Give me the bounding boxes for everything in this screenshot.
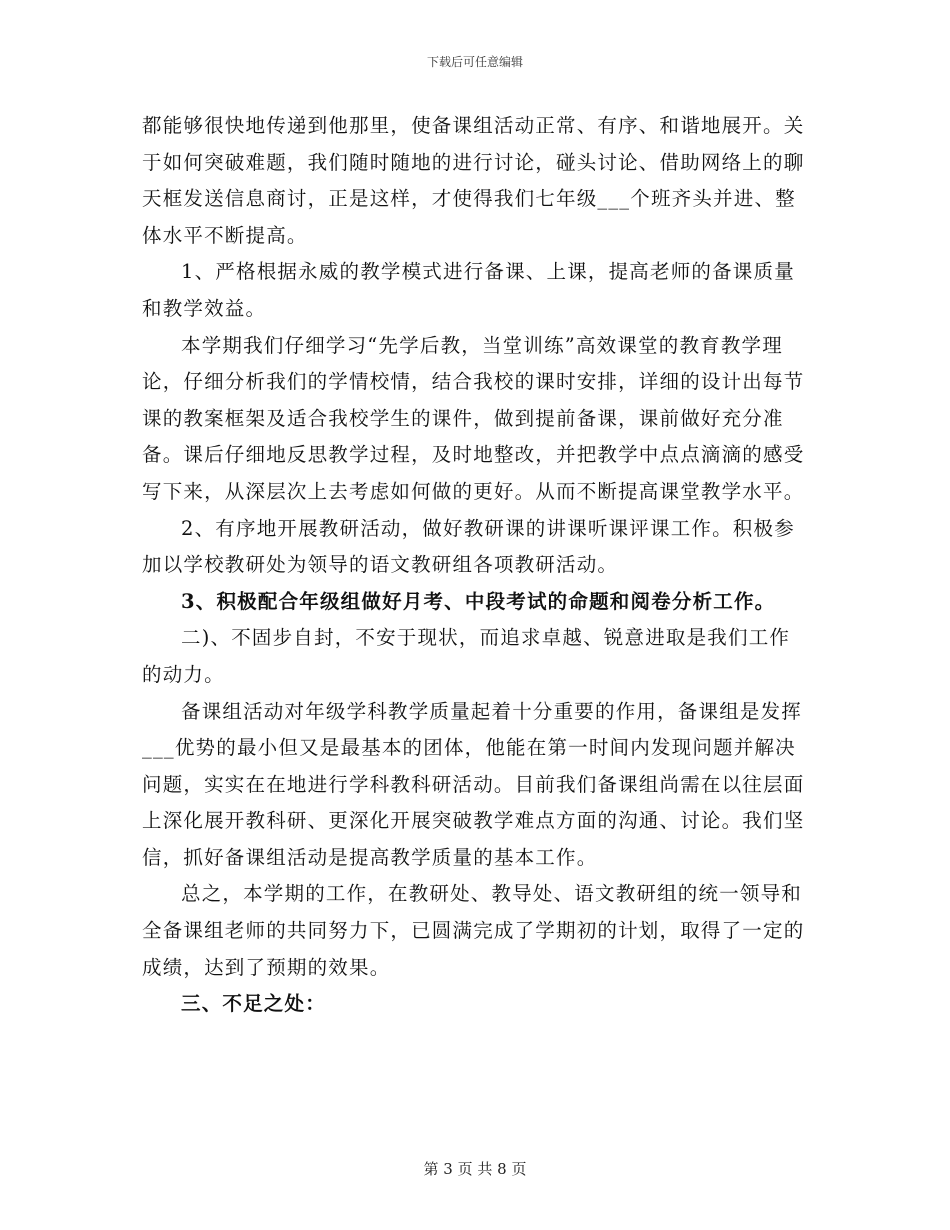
document-body (142, 108, 808, 1023)
paragraph-item-2: 2、有序地开展教研活动，做好教研课的讲课听课评课工作。积极参加以学校教研处为领导的语文教研组各项教研活动。 (142, 516, 795, 577)
header-note: 下载后可任意编辑 (426, 55, 523, 69)
paragraph-section-2: 二)、不固步自封，不安于现状，而追求卓越、锐意进取是我们工作的动力。 (142, 626, 791, 686)
paragraph-summary: 总之，本学期的工作，在教研处、教导处、语文教研组的统一领导和全备课组老师的共同努力下，已圆满完成了学期初的计划，取得了一定的成绩，达到了预期的效果。 (142, 882, 805, 979)
section-heading-shortcomings: 三、不足之处： (181, 992, 326, 1016)
paragraph-item-3: 3、积极配合年级组做好月考、中段考试的命题和阅卷分析工作。 (181, 589, 776, 613)
paragraph-group-activity: 备课组活动对年级学科教学质量起着十分重要的作用，备课组是发挥___优势的最小但又是最基本的团体，他能在第一时间内发现问题并解决问题，实实在在地进行学科教科研活动。目前我们备课组尚需在以往层面上深化展开教科研、更深化开展突破教学难点方面的沟通、讨论。我们坚信，抓好备课组活动是提高教学质量的基本工作。 (142, 699, 805, 869)
paragraph-item-1: 1、严格根据永威的教学模式进行备课、上课，提高老师的备课质量和教学效益。 (142, 260, 795, 320)
page-number: 第 3 页 共 8 页 (423, 1160, 527, 1178)
paragraph-continuation: 都能够很快地传递到他那里，使备课组活动正常、有序、和谐地展开。关于如何突破难题，我们随时随地的进行讨论，碰头讨论、借助网络上的聊天框发送信息商讨，正是这样，才使得我们七年级___个班齐头并进、整体水平不断提高。 (142, 114, 805, 247)
paragraph-lesson-prep: 本学期我们仔细学习“先学后教，当堂训练”高效课堂的教育教学理论，仔细分析我们的学情校情，结合我校的课时安排，详细的设计出每节课的教案框架及适合我校学生的课件，做到提前备课，课前做好充分准备。课后仔细地反思教学过程，及时地整改，并把教学中点点滴滴的感受写下来，从深层次上去考虑如何做的更好。从而不断提高课堂教学水平。 (142, 333, 805, 503)
